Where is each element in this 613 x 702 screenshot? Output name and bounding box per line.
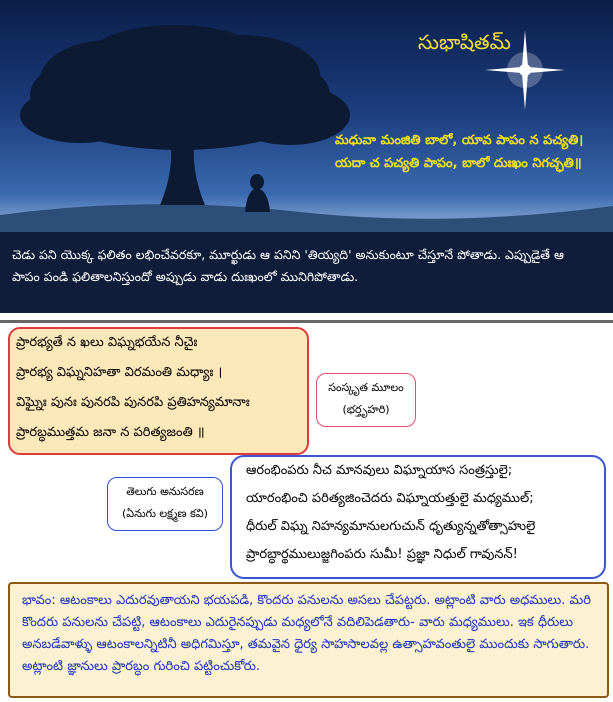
sanskrit-line-2: ప్రారభ్య విఘ్ననిహతా విరమంతి మధ్యాః ।	[16, 365, 223, 380]
sanskrit-source-label: సంస్కృత మూలం	[328, 381, 404, 394]
telugu-verse-box	[230, 455, 606, 579]
verse-line-1: మధువా మంజితి బాలో, యావ పాపం న పచ్యతి।	[335, 133, 584, 148]
sanskrit-line-1: ప్రారభ్యతే న ఖలు విఘ్నభయేన నీచైః	[16, 335, 198, 350]
sanskrit-author: (భర్తృహరి)	[342, 403, 390, 416]
telugu-source-callout	[107, 477, 223, 531]
banner-meaning	[12, 244, 608, 288]
sanskrit-verse-box	[8, 327, 309, 455]
meaning-text: భావం: ఆటంకాలు ఎదురవుతాయని భయపడి, కొందరు పనులను అసలు చేపట్టరు. అట్లాంటి వారు అధములు. మరి కొందరు పనులను చేపట్టి, ఆటంకాలు ఎదురైనప్పుడు మధ్యలోనే వదిలిపెడతారు- వారు మధ్యములు. ఇక ధీరులు అనబడేవాళ్ళు ఆటంకాలన్నిటినీ అధిగమిస్తూ, తమవైన ధైర్య సాహసాలవల్ల ఉత్సాహవంతులై ముందుకు సాగుతారు. అట్లాంటి జ్ఞానులు ప్రారబ్ధం గురించి పట్టించుకోరు.	[22, 593, 591, 674]
telugu-line-2: యారంభించి పరిత్యజించెదరు విఘ్నాయత్తులై మధ్యముల్;	[246, 491, 534, 506]
telugu-line-1: ఆరంభింపరు నీచ మానవులు విఘ్నాయాస సంత్రస్తులై;	[246, 463, 513, 478]
meaning-box	[8, 582, 609, 698]
sanskrit-line-3: విఘ్నైః పునః పునరపి పునరపి ప్రతిహన్యమానాః	[16, 395, 250, 410]
sanskrit-line-4: ప్రారబ్ధముత్తమ జనా న పరిత్యజంతి ॥	[16, 425, 205, 440]
banner-meaning-line-1: చెడు పని యొక్క ఫలితం లభించేవరకూ, మూర్ఖుడు ఆ పనిని 'తియ్యది' అనుకుంటూ చేస్తూనే పోతాడు. ఎప్పుడైతే ఆ	[12, 247, 564, 262]
sanskrit-source-callout	[316, 373, 416, 427]
telugu-source-label: తెలుగు అనుసరణ	[126, 485, 204, 498]
telugu-author: (ఏనుగు లక్ష్మణ కవి)	[122, 507, 208, 520]
verse-line-2: యదా చ పచ్యతి పాపం, బాలో దుఃఖం నిగచ్ఛతి॥	[335, 156, 582, 171]
header-banner	[0, 0, 613, 313]
page-title: సుభాషితమ్	[418, 30, 511, 54]
telugu-line-4: ప్రారబ్ధార్థములుజ్జగింపరు సుమీ! ప్రజ్ఞా నిధుల్ గావునన్!	[246, 547, 518, 562]
divider	[0, 320, 613, 323]
telugu-line-3: ధీరుల్ విఘ్న నిహన్యమానులగుచున్ ధృత్యున్నతోత్సాహులై	[246, 519, 536, 534]
banner-meaning-line-2: పాపం పండి ఫలితాలనిస్తుందో అప్పుడు వాడు దుఃఖంలో మునిగిపోతాడు.	[12, 269, 359, 284]
